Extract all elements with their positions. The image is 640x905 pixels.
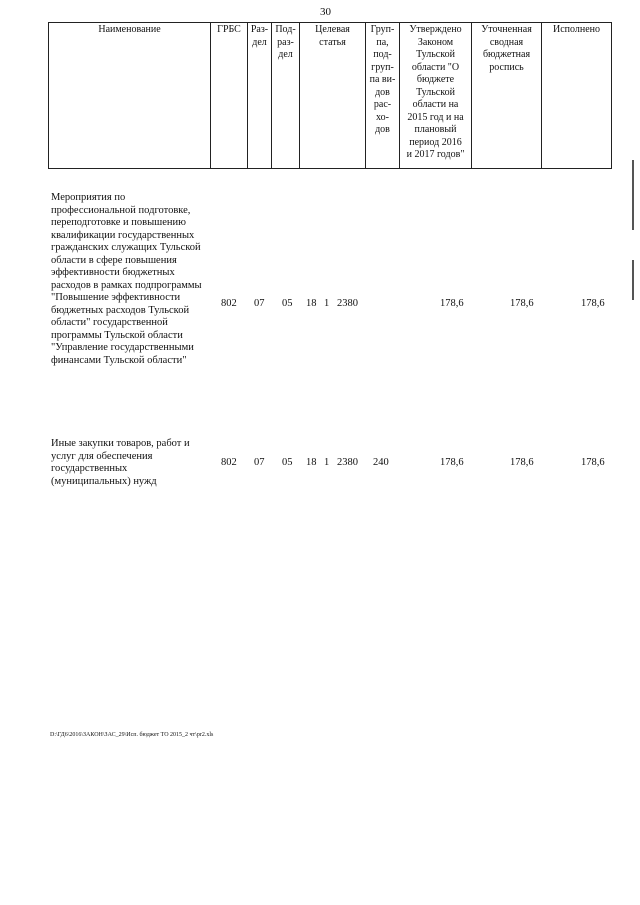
header-revised: Уточненная сводная бюджетная роспись [472, 23, 542, 169]
row-grbs: 802 [221, 298, 237, 309]
row-executed: 178,6 [581, 457, 605, 468]
scan-edge-mark [632, 260, 634, 300]
page-number: 30 [320, 6, 331, 18]
header-razdel: Раз- дел [248, 23, 272, 169]
row-razdel: 07 [254, 457, 265, 468]
header-podrazdel: Под- раз- дел [272, 23, 300, 169]
header-name: Наименование [49, 23, 211, 169]
row-name: Мероприятия по профессиональной подготовке, переподготовке и повышению квалификации государственных гражданских служащих Тульской области в сфере повышения эффективности бюджетных расходов в рамках подпрограммы "Повышение эффективности бюджетных расходов Тульской области" государственной программы Тульской области "Управление государственными финансами Тульской области" [51, 192, 202, 366]
row-podrazdel: 05 [282, 298, 293, 309]
row-name: Иные закупки товаров, работ и услуг для обеспечения государственных (муниципальных) нужд [51, 438, 190, 487]
row-razdel: 07 [254, 298, 265, 309]
budget-table-header [48, 22, 612, 169]
row-target-c: 2380 [337, 457, 358, 468]
row-target-a: 18 [306, 457, 317, 468]
header-executed: Исполнено [542, 23, 612, 169]
row-revised: 178,6 [510, 457, 534, 468]
row-target-b: 1 [324, 457, 330, 468]
row-approved: 178,6 [440, 457, 464, 468]
row-target-b: 1 [324, 298, 330, 309]
row-target-a: 18 [306, 298, 317, 309]
row-executed: 178,6 [581, 298, 605, 309]
header-target-article: Целевая статья [300, 23, 366, 169]
row-group: 240 [373, 457, 389, 468]
file-path-footer: D:\ГД6\2016\ЗАКОН\ЗАС_29\Исп. бюджет ТО 2015_2 чт\pr2.xls [50, 732, 214, 738]
header-expense-group: Груп- па, под- груп- па ви- дов рас- хо- дов [366, 23, 400, 169]
row-grbs: 802 [221, 457, 237, 468]
row-target-c: 2380 [337, 298, 358, 309]
header-grbs: ГРБС [211, 23, 248, 169]
header-approved: Утверждено Законом Тульской области "О бюджете Тульской области на 2015 год и на плановый период 2016 и 2017 годов" [400, 23, 472, 169]
scan-edge-mark [632, 160, 634, 230]
row-revised: 178,6 [510, 298, 534, 309]
row-podrazdel: 05 [282, 457, 293, 468]
row-approved: 178,6 [440, 298, 464, 309]
